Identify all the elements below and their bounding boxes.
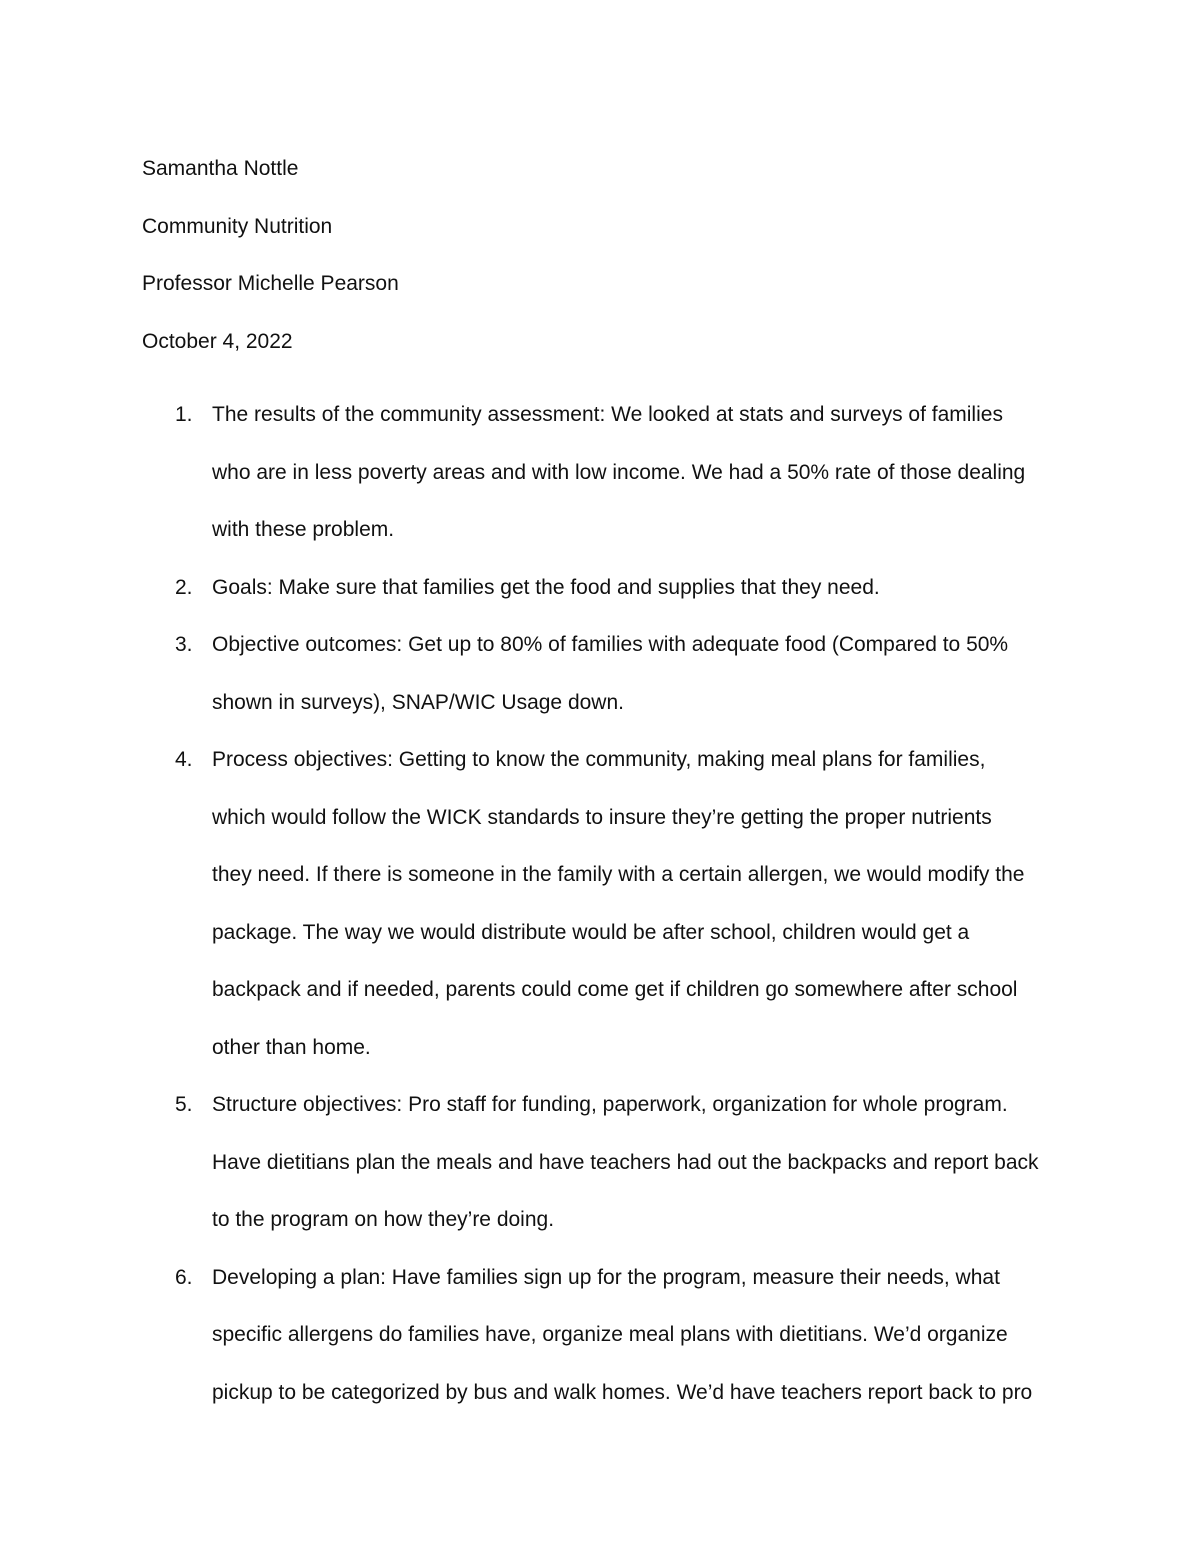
list-item-line: Objective outcomes: Get up to 80% of families with adequate food (Compared to 50% <box>212 633 1009 656</box>
list-item <box>142 616 1072 731</box>
list-item <box>142 559 1072 617</box>
list-item-line: Have dietitians plan the meals and have teachers had out the backpacks and report back <box>212 1150 1039 1174</box>
list-item <box>142 731 1072 1076</box>
list-item-line: with these problem. <box>212 518 395 541</box>
professor-name: Professor Michelle Pearson <box>142 272 399 295</box>
document-date: October 4, 2022 <box>142 329 293 353</box>
author-name: Samantha Nottle <box>142 157 299 180</box>
list-item-number: 2. <box>175 575 193 599</box>
document-header <box>142 140 1062 370</box>
list-item <box>142 386 1072 559</box>
list-item-line: other than home. <box>212 1035 371 1059</box>
list-item-line: to the program on how they’re doing. <box>212 1208 555 1231</box>
list-item-line: Goals: Make sure that families get the food and supplies that they need. <box>212 575 880 599</box>
list-item <box>142 1249 1072 1422</box>
course-name: Community Nutrition <box>142 214 333 238</box>
numbered-list <box>142 386 1072 1421</box>
list-item-line: Developing a plan: Have families sign up for the program, measure their needs, what <box>212 1265 1000 1289</box>
list-item-line: backpack and if needed, parents could come get if children go somewhere after school <box>212 978 1018 1001</box>
list-item-number: 3. <box>175 633 193 656</box>
list-item-number: 4. <box>175 748 193 771</box>
list-item-number: 1. <box>175 403 193 426</box>
list-item-line: who are in less poverty areas and with low income. We had a 50% rate of those dealing <box>212 460 1026 484</box>
list-item-line: package. The way we would distribute would be after school, children would get a <box>212 920 970 944</box>
list-item-line: pickup to be categorized by bus and walk homes. We’d have teachers report back to pro <box>212 1380 1033 1404</box>
list-item-line: Structure objectives: Pro staff for funding, paperwork, organization for whole program. <box>212 1093 1008 1116</box>
list-item-number: 6. <box>175 1265 193 1289</box>
list-item-number: 5. <box>175 1093 193 1116</box>
list-item-line: they need. If there is someone in the family with a certain allergen, we would modify the <box>212 863 1025 886</box>
list-item <box>142 1076 1072 1249</box>
list-item-line: shown in surveys), SNAP/WIC Usage down. <box>212 690 624 714</box>
list-item-line: The results of the community assessment: We looked at stats and surveys of families <box>212 403 1003 426</box>
list-item-line: which would follow the WICK standards to insure they’re getting the proper nutrients <box>212 805 992 829</box>
list-item-line: specific allergens do families have, organize meal plans with dietitians. We’d organize <box>212 1323 1008 1346</box>
list-item-line: Process objectives: Getting to know the community, making meal plans for families, <box>212 748 986 771</box>
